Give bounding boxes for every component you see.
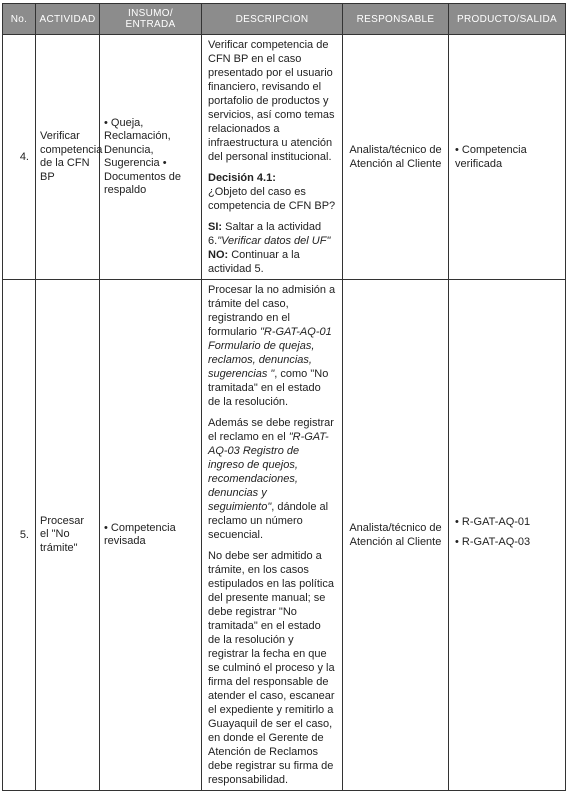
register-reference: "R-GAT-AQ-03 Registro de ingreso de quejos, recomendaciones, denuncias y seguimiento": [208, 431, 329, 513]
form-reference: "R-GAT-AQ-01 Formulario de quejas, reclamos, denuncias, sugerencias ": [208, 326, 332, 380]
responsible-cell: Analista/técnico de Atención al Cliente: [343, 35, 449, 280]
product-item: • R-GAT-AQ-01: [455, 516, 531, 528]
header-descripcion: DESCRIPCION: [202, 4, 343, 35]
description-paragraph: Verificar competencia de CFN BP en el caso presentado por el usuario financiero, revisando el portafolio de productos y servicios, así como temas relacionados a infraestructura u atención del personal institucional.: [208, 39, 335, 163]
input-cell: • Competencia revisada: [100, 280, 202, 791]
si-italic: "Verificar datos del UF": [217, 235, 331, 247]
table-row: [3, 280, 566, 791]
header-producto: PRODUCTO/SALIDA: [449, 4, 566, 35]
description-paragraph: [208, 416, 336, 542]
product-cell: [449, 280, 566, 791]
header-insumo: INSUMO/ ENTRADA: [100, 4, 202, 35]
header-row: [3, 4, 566, 35]
no-label: NO:: [208, 249, 229, 261]
description-cell: [202, 280, 343, 791]
activity-cell: Procesar el "No trámite": [36, 280, 100, 791]
text-run: Además se debe registrar el reclamo en el: [208, 417, 334, 443]
row-number: 5.: [3, 280, 36, 791]
input-cell: • Queja, Reclamación, Denuncia, Sugerencia • Documentos de respaldo: [100, 35, 202, 280]
description-paragraph: No debe ser admitido a trámite, en los casos estipulados en las política del presente manual; se debe registrar "No tramitada" en el estado de la resolución y registrar la fecha en que se culminó el proceso y la firma del responsable de atender el caso, escanear el expediente y remitirlo a Guayaquil de ser el caso, en donde el Gerente de Atención de Reclamos debe registrar su firma de responsabilidad.: [208, 550, 335, 786]
decision-title: Decisión 4.1:: [208, 172, 276, 184]
description-paragraph: [208, 283, 336, 409]
text-run: , como "No tramitada" en el estado de la resolución.: [208, 368, 329, 408]
description-cell: [202, 35, 343, 280]
table-row: [3, 35, 566, 280]
activity-cell: Verificar competencia de la CFN BP: [36, 35, 100, 280]
row-number: 4.: [3, 35, 36, 280]
product-cell: • Competencia verificada: [449, 35, 566, 280]
decision-block: [208, 171, 336, 213]
text-run: , dándole al reclamo un número secuencial.: [208, 501, 329, 541]
responsible-cell: Analista/técnico de Atención al Cliente: [343, 280, 449, 791]
process-table: [2, 3, 566, 791]
text-run: Procesar la no admisión a trámite del caso, registrando en el formulario: [208, 284, 336, 338]
header-actividad: ACTIVIDAD: [36, 4, 100, 35]
si-label: SI:: [208, 221, 223, 233]
header-no: No.: [3, 4, 36, 35]
header-responsable: RESPONSABLE: [343, 4, 449, 35]
no-text: Continuar a la actividad 5.: [208, 249, 300, 275]
decision-question: ¿Objeto del caso es competencia de CFN BP?: [208, 186, 336, 212]
si-text: Saltar a la actividad 6.: [208, 221, 322, 247]
decision-outcomes: [208, 220, 336, 276]
product-item: • R-GAT-AQ-03: [455, 536, 531, 548]
